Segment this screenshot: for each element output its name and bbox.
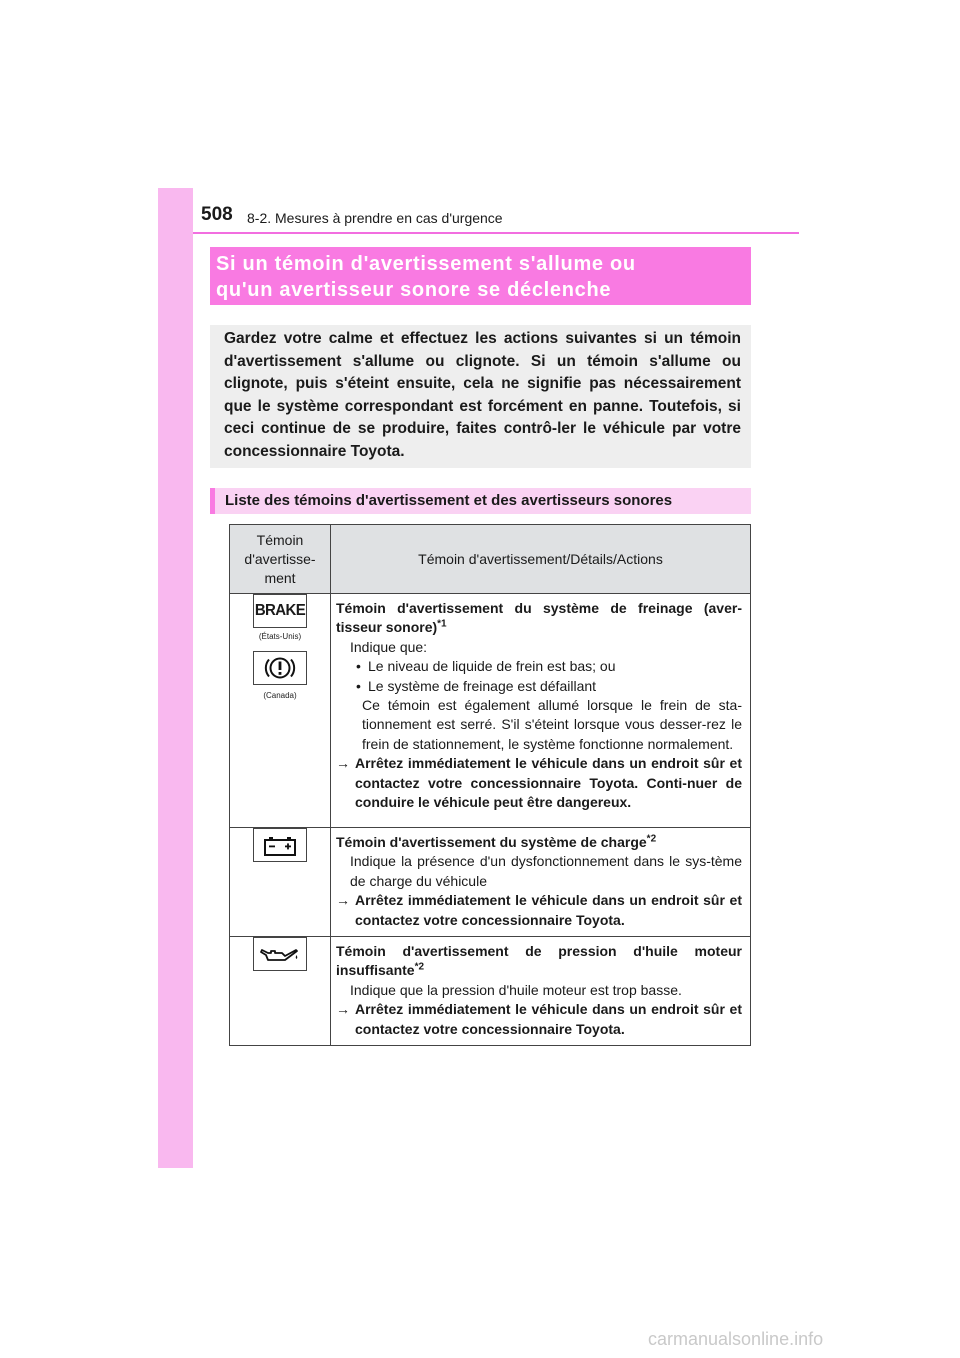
bullet-glyph: • (356, 658, 361, 675)
light-title-text: Témoin d'avertissement du système de charge (336, 834, 647, 850)
list-item-text: Le système de freinage est défaillant (368, 677, 597, 694)
action-line (336, 891, 742, 930)
arrow-icon: → (336, 755, 350, 772)
page-title-line-1: Si un témoin d'avertissement s'allume ou (216, 253, 636, 275)
footnote-mark: *2 (646, 833, 657, 845)
page-title (210, 247, 751, 305)
light-title (336, 942, 742, 981)
brake-text-icon (253, 594, 307, 628)
battery-icon (253, 828, 307, 862)
table-header-row (230, 525, 751, 594)
exclamation-circle-icon (253, 651, 307, 685)
light-title (336, 599, 742, 638)
list-item (336, 657, 742, 676)
action-text: Arrêtez immédiatement le véhicule dans un endroit sûr et contactez votre concessionnaire Toyota. Conti-nuer de conduire le véhicule peut être dangereux. (355, 755, 742, 811)
icon-caption-canada: (Canada) (263, 691, 297, 701)
action-line (336, 1000, 742, 1039)
light-description: Indique la présence d'un dysfonctionnement dans le sys-tème de charge du véhicule (350, 853, 742, 889)
column-header-light-label: Témoin d'avertisse-ment (244, 531, 316, 586)
column-header-light (230, 525, 331, 594)
light-description: Indique que la pression d'huile moteur est trop basse. (350, 981, 682, 998)
action-text: Arrêtez immédiatement le véhicule dans un endroit sûr et contactez votre concessionnaire Toyota. (355, 892, 742, 928)
list-item-text: Le niveau de liquide de frein est bas; ou (368, 658, 616, 675)
details-cell (331, 594, 751, 828)
table-row (230, 594, 751, 828)
icon-cell (230, 594, 331, 828)
section-title: 8-2. Mesures à prendre en cas d'urgence (247, 210, 503, 226)
warning-lights-table (229, 524, 751, 1046)
table-row (230, 828, 751, 937)
details-cell (331, 937, 751, 1046)
page-number: 508 (201, 204, 233, 225)
icon-caption-us: (États-Unis) (258, 632, 302, 641)
light-title (336, 833, 742, 852)
details-cell (331, 828, 751, 937)
column-header-details: Témoin d'avertissement/Détails/Actions (331, 525, 751, 594)
list-item (336, 677, 742, 696)
icon-cell (230, 937, 331, 1046)
intro-paragraph: Gardez votre calme et effectuez les actions suivantes si un témoin d'avertissement s'allume ou clignote. Si un témoin s'allume ou clignote, puis s'éteint ensuite, cela ne signifie pas nécessairement que le système correspondant est forcément en panne. Toutefois, si ceci continue de se produire, faites contrô-ler le véhicule par votre concessionnaire Toyota. (210, 325, 751, 468)
bullet-glyph: • (356, 677, 361, 694)
brake-icon-label: BRAKE (254, 601, 306, 620)
action-line (336, 754, 742, 812)
action-text: Arrêtez immédiatement le véhicule dans un endroit sûr et contactez votre concessionnaire Toyota. (355, 1001, 742, 1037)
footnote-mark: *2 (414, 961, 425, 973)
footnote-mark: *1 (437, 618, 447, 630)
side-tab-band (158, 188, 193, 1168)
light-title-text: Témoin d'avertissement du système de freinage (aver-tisseur sonore) (336, 600, 742, 636)
header-rule (193, 232, 799, 234)
oil-can-icon (253, 937, 307, 971)
light-description: Indique que: (350, 638, 428, 655)
watermark: carmanualsonline.info (648, 1329, 824, 1349)
icon-cell (230, 828, 331, 937)
table-row (230, 937, 751, 1046)
list-heading: Liste des témoins d'avertissement et des avertisseurs sonores (210, 488, 751, 514)
page-title-line-2: qu'un avertisseur sonore se déclenche (216, 279, 612, 301)
light-title-text: Témoin d'avertissement de pression d'huile moteur insuffisante (336, 943, 742, 979)
arrow-icon: → (336, 1001, 350, 1018)
light-note: Ce témoin est également allumé lorsque le frein de sta-tionnement est serré. S'il s'éteint lorsque vous desser-rez le frein de stationnement, le système fonctionne normalement. (362, 697, 742, 752)
arrow-icon: → (336, 892, 350, 909)
